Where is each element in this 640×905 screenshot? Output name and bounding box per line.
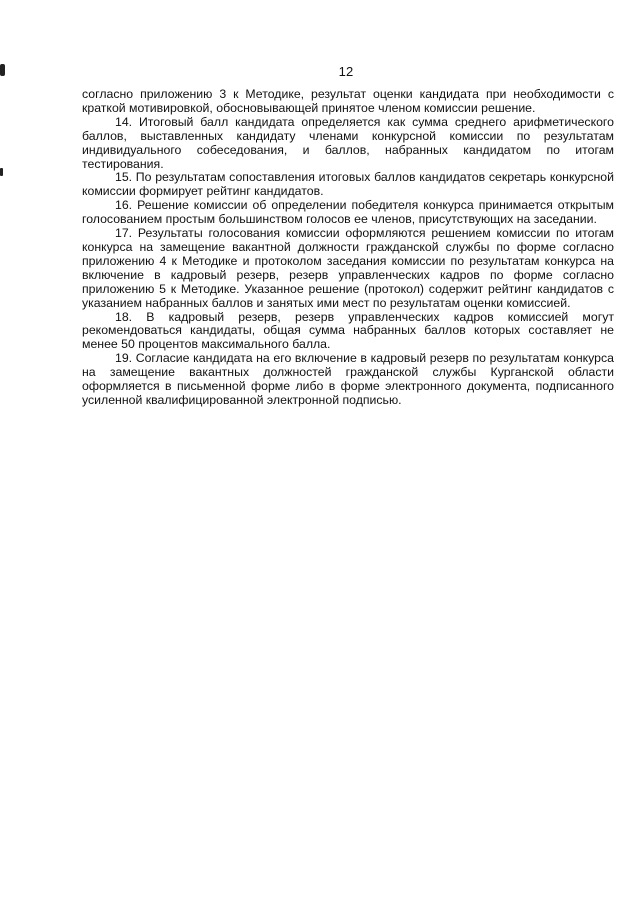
scan-margin-mark [0,168,3,176]
paragraph-15: 15. По результатам сопоставления итоговых баллов кандидатов секретарь конкурсной комиссии формирует рейтинг кандидатов. [82,170,614,199]
page-number: 12 [338,64,354,79]
paragraph-18: 18. В кадровый резерв, резерв управленческих кадров комиссией могут рекомендоваться кандидаты, общая сумма набранных баллов которых составляет не менее 50 процентов максимального балла. [82,309,614,352]
paragraph-19: 19. Согласие кандидата на его включение в кадровый резерв по результатам конкурса на замещение вакантных должностей гражданской службы Курганской области оформляется в письменной форме либо в форме электронного документа, подписанного усиленной квалифицированной электронной подписью. [82,351,614,407]
paragraph-continuation: согласно приложению 3 к Методике, результат оценки кандидата при необходимости с краткой мотивировкой, обосновывающей принятое членом комиссии решение. [82,87,614,115]
document-body [82,88,614,408]
paragraph-17: 17. Результаты голосования комиссии оформляются решением комиссии по итогам конкурса на замещение вакантной должности гражданской службы по форме согласно приложению 4 к Методике и протоколом заседания комиссии по результатам конкурса на включение в кадровый резерв, резерв управленческих кадров по форме согласно приложению 5 к Методике. Указанное решение (протокол) содержит рейтинг кандидатов с указанием набранных баллов и занятых ими мест по результатам оценки комиссией. [82,226,614,310]
paragraph-16: 16. Решение комиссии об определении победителя конкурса принимается открытым голосованием простым большинством голосов ее членов, присутствующих на заседании. [82,198,614,227]
paragraph-14: 14. Итоговый балл кандидата определяется как сумма среднего арифметического баллов, выставленных кандидату членами конкурсной комиссии по результатам индивидуального собеседования, и баллов, набранных кандидатом по итогам тестирования. [82,114,614,171]
